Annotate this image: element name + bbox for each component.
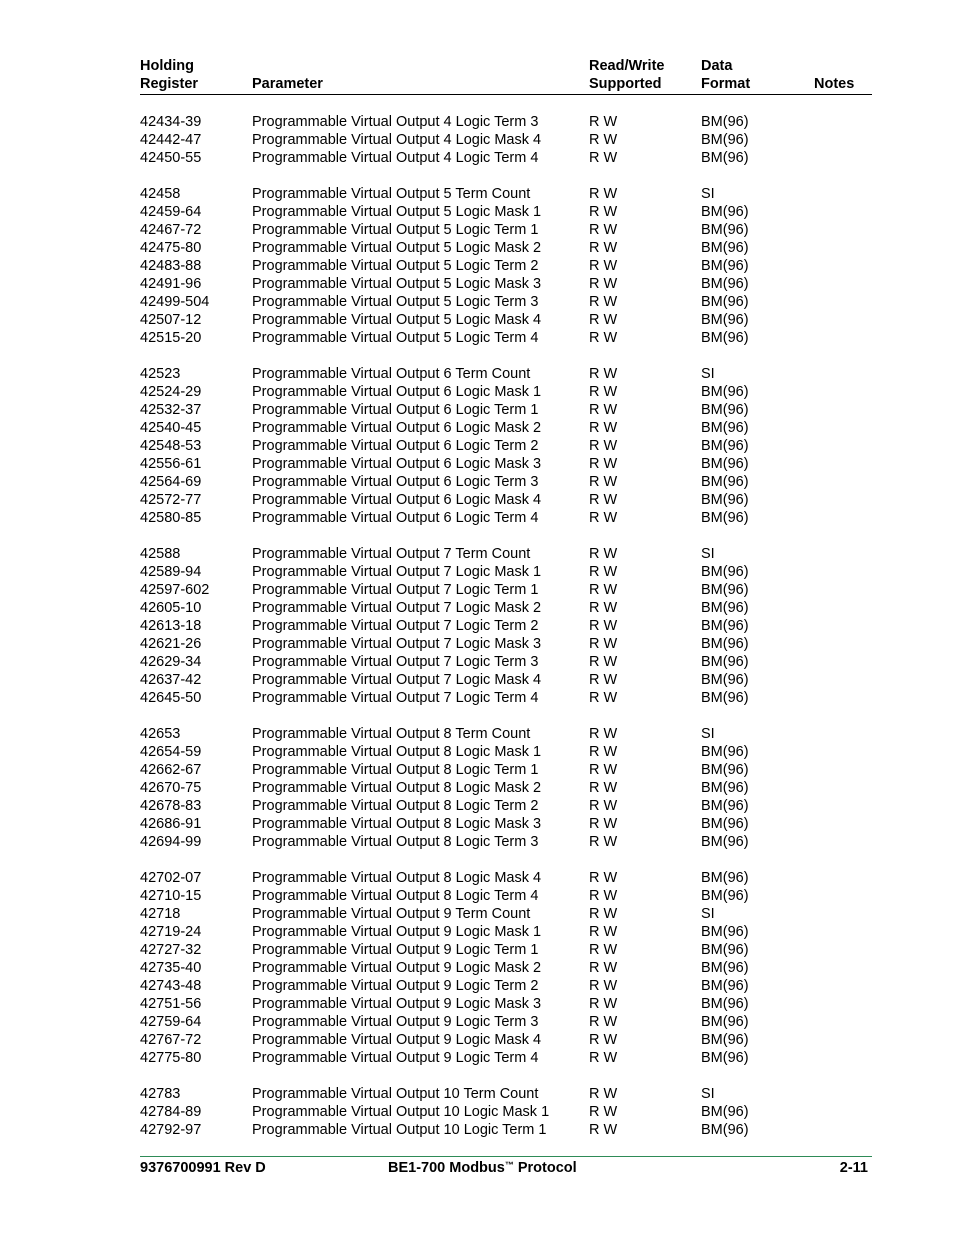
readwrite-cell: R W <box>589 384 618 400</box>
footer-title-main: BE1-700 Modbus <box>388 1160 505 1176</box>
format-cell: BM(96) <box>701 924 749 940</box>
table-row <box>140 131 872 149</box>
format-cell: BM(96) <box>701 654 749 670</box>
register-cell: 42719-24 <box>140 924 202 940</box>
format-cell: BM(96) <box>701 1122 749 1138</box>
parameter-cell: Programmable Virtual Output 4 Logic Mask 4 <box>252 132 542 148</box>
format-cell: SI <box>701 546 715 562</box>
format-cell: BM(96) <box>701 942 749 958</box>
readwrite-cell: R W <box>589 834 618 850</box>
register-cell: 42483-88 <box>140 258 202 274</box>
parameter-cell: Programmable Virtual Output 8 Logic Term 1 <box>252 762 539 778</box>
group-spacer <box>140 1067 872 1085</box>
register-cell: 42653 <box>140 726 181 742</box>
parameter-cell: Programmable Virtual Output 8 Logic Mask 3 <box>252 816 542 832</box>
register-cell: 42532-37 <box>140 402 202 418</box>
table-row <box>140 1085 872 1103</box>
format-cell: BM(96) <box>701 492 749 508</box>
format-cell: BM(96) <box>701 798 749 814</box>
register-cell: 42434-39 <box>140 114 202 130</box>
format-cell: BM(96) <box>701 204 749 220</box>
register-cell: 42637-42 <box>140 672 202 688</box>
parameter-cell: Programmable Virtual Output 5 Logic Term 1 <box>252 222 539 238</box>
register-cell: 42613-18 <box>140 618 202 634</box>
format-cell: BM(96) <box>701 276 749 292</box>
parameter-cell: Programmable Virtual Output 8 Logic Term 4 <box>252 888 539 904</box>
register-cell: 42515-20 <box>140 330 202 346</box>
readwrite-cell: R W <box>589 1014 618 1030</box>
register-cell: 42743-48 <box>140 978 202 994</box>
readwrite-cell: R W <box>589 402 618 418</box>
table-row <box>140 761 872 779</box>
header-register-line2: Register <box>140 76 199 92</box>
readwrite-cell: R W <box>589 942 618 958</box>
header-readwrite-line1: Read/Write <box>589 58 665 74</box>
format-cell: BM(96) <box>701 672 749 688</box>
footer-doc-number: 9376700991 Rev D <box>140 1160 266 1176</box>
format-cell: BM(96) <box>701 744 749 760</box>
table-row <box>140 365 872 383</box>
format-cell: BM(96) <box>701 384 749 400</box>
readwrite-cell: R W <box>589 924 618 940</box>
register-cell: 42694-99 <box>140 834 202 850</box>
register-cell: 42507-12 <box>140 312 202 328</box>
format-cell: BM(96) <box>701 978 749 994</box>
format-cell: BM(96) <box>701 114 749 130</box>
parameter-cell: Programmable Virtual Output 8 Logic Term 3 <box>252 834 539 850</box>
parameter-cell: Programmable Virtual Output 4 Logic Term 4 <box>252 150 539 166</box>
page-footer <box>140 1156 872 1181</box>
readwrite-cell: R W <box>589 960 618 976</box>
format-cell: BM(96) <box>701 402 749 418</box>
readwrite-cell: R W <box>589 150 618 166</box>
readwrite-cell: R W <box>589 186 618 202</box>
parameter-cell: Programmable Virtual Output 6 Term Count <box>252 366 531 382</box>
register-cell: 42654-59 <box>140 744 202 760</box>
readwrite-cell: R W <box>589 690 618 706</box>
readwrite-cell: R W <box>589 1086 618 1102</box>
register-cell: 42775-80 <box>140 1050 202 1066</box>
readwrite-cell: R W <box>589 204 618 220</box>
format-cell: BM(96) <box>701 870 749 886</box>
header-format-line1: Data <box>701 58 733 74</box>
table-row <box>140 671 872 689</box>
parameter-cell: Programmable Virtual Output 9 Logic Term 3 <box>252 1014 539 1030</box>
parameter-cell: Programmable Virtual Output 6 Logic Mask 1 <box>252 384 542 400</box>
parameter-cell: Programmable Virtual Output 7 Logic Term 2 <box>252 618 539 634</box>
readwrite-cell: R W <box>589 888 618 904</box>
readwrite-cell: R W <box>589 366 618 382</box>
readwrite-cell: R W <box>589 420 618 436</box>
format-cell: BM(96) <box>701 258 749 274</box>
table-row <box>140 743 872 761</box>
register-cell: 42540-45 <box>140 420 202 436</box>
format-cell: BM(96) <box>701 600 749 616</box>
table-row <box>140 617 872 635</box>
register-cell: 42524-29 <box>140 384 202 400</box>
parameter-cell: Programmable Virtual Output 5 Logic Mask 2 <box>252 240 542 256</box>
format-cell: BM(96) <box>701 1104 749 1120</box>
table-row <box>140 581 872 599</box>
register-cell: 42710-15 <box>140 888 202 904</box>
parameter-cell: Programmable Virtual Output 5 Term Count <box>252 186 531 202</box>
register-cell: 42784-89 <box>140 1104 202 1120</box>
table-row <box>140 257 872 275</box>
header-parameter: Parameter <box>252 76 323 92</box>
readwrite-cell: R W <box>589 330 618 346</box>
register-cell: 42588 <box>140 546 181 562</box>
parameter-cell: Programmable Virtual Output 5 Logic Term 4 <box>252 330 539 346</box>
register-cell: 42735-40 <box>140 960 202 976</box>
format-cell: BM(96) <box>701 636 749 652</box>
parameter-cell: Programmable Virtual Output 6 Logic Mask 4 <box>252 492 542 508</box>
table-row <box>140 383 872 401</box>
parameter-cell: Programmable Virtual Output 7 Logic Term 4 <box>252 690 539 706</box>
register-cell: 42467-72 <box>140 222 202 238</box>
table-row <box>140 833 872 851</box>
register-cell: 42718 <box>140 906 181 922</box>
register-cell: 42792-97 <box>140 1122 202 1138</box>
table-row <box>140 149 872 167</box>
parameter-cell: Programmable Virtual Output 8 Logic Mask 4 <box>252 870 542 886</box>
format-cell: BM(96) <box>701 420 749 436</box>
parameter-cell: Programmable Virtual Output 8 Logic Mask 1 <box>252 744 542 760</box>
readwrite-cell: R W <box>589 312 618 328</box>
parameter-cell: Programmable Virtual Output 9 Logic Mask 2 <box>252 960 542 976</box>
group-spacer <box>140 527 872 545</box>
parameter-cell: Programmable Virtual Output 10 Term Count <box>252 1086 539 1102</box>
format-cell: BM(96) <box>701 456 749 472</box>
register-cell: 42572-77 <box>140 492 202 508</box>
table-row <box>140 887 872 905</box>
table-row <box>140 239 872 257</box>
format-cell: BM(96) <box>701 222 749 238</box>
table-row <box>140 1013 872 1031</box>
parameter-cell: Programmable Virtual Output 9 Logic Term 1 <box>252 942 539 958</box>
format-cell: SI <box>701 366 715 382</box>
readwrite-cell: R W <box>589 438 618 454</box>
register-cell: 42686-91 <box>140 816 202 832</box>
readwrite-cell: R W <box>589 114 618 130</box>
readwrite-cell: R W <box>589 978 618 994</box>
parameter-cell: Programmable Virtual Output 9 Logic Term 4 <box>252 1050 539 1066</box>
register-cell: 42783 <box>140 1086 181 1102</box>
format-cell: BM(96) <box>701 582 749 598</box>
register-cell: 42702-07 <box>140 870 202 886</box>
register-cell: 42523 <box>140 366 181 382</box>
register-cell: 42645-50 <box>140 690 202 706</box>
register-cell: 42450-55 <box>140 150 202 166</box>
register-cell: 42548-53 <box>140 438 202 454</box>
readwrite-cell: R W <box>589 906 618 922</box>
table-row <box>140 977 872 995</box>
table-row <box>140 185 872 203</box>
readwrite-cell: R W <box>589 222 618 238</box>
parameter-cell: Programmable Virtual Output 8 Logic Mask 2 <box>252 780 542 796</box>
readwrite-cell: R W <box>589 618 618 634</box>
register-cell: 42459-64 <box>140 204 202 220</box>
parameter-cell: Programmable Virtual Output 9 Logic Term 2 <box>252 978 539 994</box>
table-row <box>140 455 872 473</box>
parameter-cell: Programmable Virtual Output 6 Logic Term 4 <box>252 510 539 526</box>
readwrite-cell: R W <box>589 1104 618 1120</box>
table-row <box>140 1031 872 1049</box>
parameter-cell: Programmable Virtual Output 5 Logic Term 2 <box>252 258 539 274</box>
table-row <box>140 275 872 293</box>
format-cell: BM(96) <box>701 834 749 850</box>
table-row <box>140 419 872 437</box>
format-cell: BM(96) <box>701 330 749 346</box>
table-row <box>140 725 872 743</box>
readwrite-cell: R W <box>589 276 618 292</box>
format-cell: BM(96) <box>701 132 749 148</box>
table-row <box>140 563 872 581</box>
table-row <box>140 959 872 977</box>
register-cell: 42499-504 <box>140 294 210 310</box>
footer-trademark: ™ <box>504 1160 514 1170</box>
format-cell: BM(96) <box>701 240 749 256</box>
parameter-cell: Programmable Virtual Output 7 Logic Term 1 <box>252 582 539 598</box>
format-cell: SI <box>701 1086 715 1102</box>
parameter-cell: Programmable Virtual Output 9 Logic Mask 4 <box>252 1032 542 1048</box>
format-cell: BM(96) <box>701 690 749 706</box>
register-table-body <box>140 113 872 1139</box>
table-header <box>140 57 872 95</box>
table-row <box>140 635 872 653</box>
format-cell: BM(96) <box>701 510 749 526</box>
format-cell: BM(96) <box>701 1050 749 1066</box>
register-cell: 42678-83 <box>140 798 202 814</box>
format-cell: SI <box>701 726 715 742</box>
footer-title-end: Protocol <box>513 1160 577 1176</box>
parameter-cell: Programmable Virtual Output 6 Logic Term 2 <box>252 438 539 454</box>
parameter-cell: Programmable Virtual Output 10 Logic Mask 1 <box>252 1104 550 1120</box>
header-readwrite-line2: Supported <box>589 76 662 92</box>
readwrite-cell: R W <box>589 258 618 274</box>
register-cell: 42589-94 <box>140 564 202 580</box>
format-cell: BM(96) <box>701 564 749 580</box>
parameter-cell: Programmable Virtual Output 6 Logic Mask 3 <box>252 456 542 472</box>
table-row <box>140 815 872 833</box>
parameter-cell: Programmable Virtual Output 8 Logic Term 2 <box>252 798 539 814</box>
register-cell: 42475-80 <box>140 240 202 256</box>
register-cell: 42751-56 <box>140 996 202 1012</box>
format-cell: BM(96) <box>701 996 749 1012</box>
register-cell: 42605-10 <box>140 600 202 616</box>
readwrite-cell: R W <box>589 816 618 832</box>
register-cell: 42759-64 <box>140 1014 202 1030</box>
register-cell: 42670-75 <box>140 780 202 796</box>
readwrite-cell: R W <box>589 636 618 652</box>
parameter-cell: Programmable Virtual Output 8 Term Count <box>252 726 531 742</box>
register-cell: 42580-85 <box>140 510 202 526</box>
format-cell: BM(96) <box>701 888 749 904</box>
format-cell: BM(96) <box>701 150 749 166</box>
parameter-cell: Programmable Virtual Output 6 Logic Term 3 <box>252 474 539 490</box>
table-row <box>140 311 872 329</box>
readwrite-cell: R W <box>589 1050 618 1066</box>
readwrite-cell: R W <box>589 762 618 778</box>
parameter-cell: Programmable Virtual Output 5 Logic Mask 1 <box>252 204 542 220</box>
readwrite-cell: R W <box>589 654 618 670</box>
table-row <box>140 1049 872 1067</box>
parameter-cell: Programmable Virtual Output 7 Logic Mask 4 <box>252 672 542 688</box>
parameter-cell: Programmable Virtual Output 6 Logic Term 1 <box>252 402 539 418</box>
table-row <box>140 995 872 1013</box>
format-cell: BM(96) <box>701 312 749 328</box>
table-row <box>140 941 872 959</box>
group-spacer <box>140 167 872 185</box>
register-cell: 42767-72 <box>140 1032 202 1048</box>
parameter-cell: Programmable Virtual Output 9 Logic Mask 1 <box>252 924 542 940</box>
format-cell: BM(96) <box>701 1014 749 1030</box>
table-row <box>140 401 872 419</box>
parameter-cell: Programmable Virtual Output 5 Logic Term 3 <box>252 294 539 310</box>
table-row <box>140 473 872 491</box>
parameter-cell: Programmable Virtual Output 9 Term Count <box>252 906 531 922</box>
parameter-cell: Programmable Virtual Output 6 Logic Mask 2 <box>252 420 542 436</box>
table-row <box>140 509 872 527</box>
readwrite-cell: R W <box>589 582 618 598</box>
register-cell: 42458 <box>140 186 181 202</box>
table-row <box>140 869 872 887</box>
register-cell: 42556-61 <box>140 456 202 472</box>
register-cell: 42597-602 <box>140 582 210 598</box>
format-cell: BM(96) <box>701 960 749 976</box>
table-row <box>140 545 872 563</box>
format-cell: BM(96) <box>701 780 749 796</box>
table-row <box>140 905 872 923</box>
readwrite-cell: R W <box>589 996 618 1012</box>
readwrite-cell: R W <box>589 744 618 760</box>
readwrite-cell: R W <box>589 240 618 256</box>
parameter-cell: Programmable Virtual Output 7 Logic Mask 2 <box>252 600 542 616</box>
readwrite-cell: R W <box>589 474 618 490</box>
parameter-cell: Programmable Virtual Output 4 Logic Term 3 <box>252 114 539 130</box>
header-notes: Notes <box>814 76 855 92</box>
table-row <box>140 293 872 311</box>
format-cell: BM(96) <box>701 816 749 832</box>
register-cell: 42629-34 <box>140 654 202 670</box>
parameter-cell: Programmable Virtual Output 7 Logic Mask 3 <box>252 636 542 652</box>
register-cell: 42442-47 <box>140 132 202 148</box>
parameter-cell: Programmable Virtual Output 10 Logic Term 1 <box>252 1122 547 1138</box>
register-cell: 42727-32 <box>140 942 202 958</box>
format-cell: BM(96) <box>701 438 749 454</box>
readwrite-cell: R W <box>589 1122 618 1138</box>
table-row <box>140 203 872 221</box>
readwrite-cell: R W <box>589 600 618 616</box>
table-row <box>140 689 872 707</box>
table-row <box>140 653 872 671</box>
readwrite-cell: R W <box>589 132 618 148</box>
table-row <box>140 923 872 941</box>
readwrite-cell: R W <box>589 726 618 742</box>
table-row <box>140 437 872 455</box>
register-cell: 42621-26 <box>140 636 202 652</box>
parameter-cell: Programmable Virtual Output 5 Logic Mask 4 <box>252 312 542 328</box>
format-cell: BM(96) <box>701 294 749 310</box>
table-row <box>140 599 872 617</box>
readwrite-cell: R W <box>589 870 618 886</box>
format-cell: BM(96) <box>701 1032 749 1048</box>
readwrite-cell: R W <box>589 456 618 472</box>
table-row <box>140 113 872 131</box>
readwrite-cell: R W <box>589 672 618 688</box>
format-cell: BM(96) <box>701 474 749 490</box>
format-cell: SI <box>701 186 715 202</box>
group-spacer <box>140 347 872 365</box>
register-cell: 42564-69 <box>140 474 202 490</box>
readwrite-cell: R W <box>589 492 618 508</box>
footer-page-number: 2-11 <box>839 1160 868 1176</box>
footer-title <box>388 1160 577 1176</box>
register-cell: 42662-67 <box>140 762 202 778</box>
table-row <box>140 221 872 239</box>
table-row <box>140 779 872 797</box>
register-cell: 42491-96 <box>140 276 202 292</box>
table-row <box>140 797 872 815</box>
header-format-line2: Format <box>701 76 751 92</box>
table-row <box>140 1103 872 1121</box>
readwrite-cell: R W <box>589 546 618 562</box>
readwrite-cell: R W <box>589 780 618 796</box>
parameter-cell: Programmable Virtual Output 5 Logic Mask 3 <box>252 276 542 292</box>
readwrite-cell: R W <box>589 798 618 814</box>
parameter-cell: Programmable Virtual Output 7 Term Count <box>252 546 531 562</box>
format-cell: BM(96) <box>701 762 749 778</box>
group-spacer <box>140 851 872 869</box>
table-row <box>140 1121 872 1139</box>
parameter-cell: Programmable Virtual Output 7 Logic Mask 1 <box>252 564 542 580</box>
readwrite-cell: R W <box>589 294 618 310</box>
readwrite-cell: R W <box>589 510 618 526</box>
parameter-cell: Programmable Virtual Output 7 Logic Term 3 <box>252 654 539 670</box>
table-row <box>140 329 872 347</box>
format-cell: BM(96) <box>701 618 749 634</box>
group-spacer <box>140 707 872 725</box>
format-cell: SI <box>701 906 715 922</box>
readwrite-cell: R W <box>589 1032 618 1048</box>
table-row <box>140 491 872 509</box>
parameter-cell: Programmable Virtual Output 9 Logic Mask 3 <box>252 996 542 1012</box>
readwrite-cell: R W <box>589 564 618 580</box>
header-register-line1: Holding <box>140 58 194 74</box>
